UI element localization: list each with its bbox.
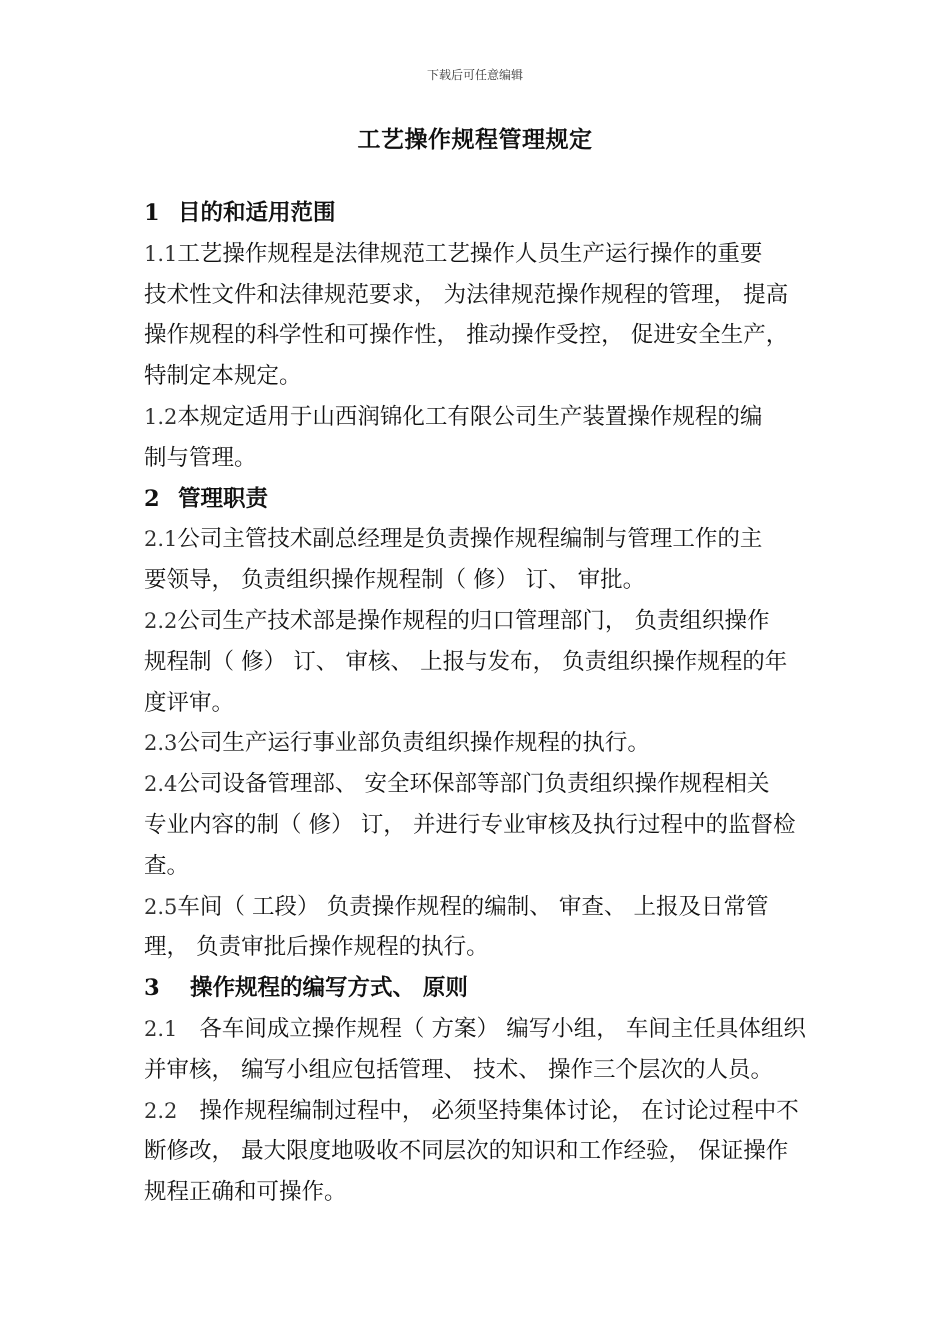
paragraph-text: 本规定适用于山西润锦化工有限公司生产装置操作规程的编 [177,403,763,430]
paragraph-line [144,601,814,642]
paragraph-line: 专业内容的制（ 修） 订， 并进行专业审核及执行过程中的监督检 [144,811,796,838]
paragraph-number: 2.4 [144,772,178,797]
paragraph-line: 理， 负责审批后操作规程的执行。 [144,934,489,961]
paragraph-text: 车间（ 工段） 负责操作规程的编制、 审查、 上报及日常管 [177,893,769,920]
paragraph-line: 度评审。 [144,689,235,716]
paragraph-number: 1.2 [144,404,178,429]
document-body [144,193,814,1213]
paragraph-text: 各车间成立操作规程（ 方案） 编写小组， 车间主任具体组织 [199,1015,806,1042]
section-title: 操作规程的编写方式、 原则 [190,975,468,1002]
section-title: 目的和适用范围 [178,200,336,226]
section-heading-2 [144,479,814,520]
paragraph-line: 制与管理。 [144,444,257,471]
paragraph-line [144,723,814,764]
document-title: 工艺操作规程管理规定 [357,127,593,153]
paragraph-line [144,887,814,928]
section-number: 1 [144,200,160,226]
paragraph-text: 公司生产技术部是操作规程的归口管理部门， 负责组织操作 [177,607,770,634]
paragraph-number: 2.1 [144,1016,178,1041]
paragraph-number: 2.1 [144,527,178,552]
paragraph-line [144,1009,814,1050]
paragraph-text: 操作规程编制过程中， 必须坚持集体讨论， 在讨论过程中不 [199,1097,799,1124]
paragraph-line: 要领导， 负责组织操作规程制（ 修） 订、 审批。 [144,567,646,594]
section-number: 3 [144,975,160,1002]
paragraph-text: 公司生产运行事业部负责组织操作规程的执行。 [177,730,650,757]
paragraph-line [144,397,814,438]
paragraph-number: 2.3 [144,731,178,756]
section-heading-3 [144,968,814,1009]
paragraph-line: 查。 [144,852,190,879]
section-heading-1 [144,193,814,234]
paragraph-text: 公司主管技术副总经理是负责操作规程编制与管理工作的主 [177,526,763,553]
paragraph-line: 规程制（ 修） 订、 审核、 上报与发布， 负责组织操作规程的年 [144,648,788,675]
section-title: 管理职责 [178,485,269,512]
paragraph-line: 操作规程的科学性和可操作性， 推动操作受控， 促进安全生产， [144,322,789,349]
paragraph-line [144,1091,814,1132]
paragraph-number: 2.2 [144,1098,178,1123]
paragraph-number: 2.2 [144,608,178,633]
section-number: 2 [144,485,160,512]
paragraph-line [144,234,814,275]
paragraph-number: 2.5 [144,894,178,919]
paragraph-line [144,764,814,805]
paragraph-text: 公司设备管理部、 安全环保部等部门负责组织操作规程相关 [177,771,770,798]
paragraph-line: 断修改， 最大限度地吸收不同层次的知识和工作经验， 保证操作 [144,1138,789,1165]
paragraph-line: 规程正确和可操作。 [144,1179,347,1206]
paragraph-number: 1.1 [144,241,178,266]
header-note: 下载后可任意编辑 [426,68,523,82]
paragraph-text: 工艺操作规程是法律规范工艺操作人员生产运行操作的重要 [177,240,763,267]
paragraph-line: 并审核， 编写小组应包括管理、 技术、 操作三个层次的人员。 [144,1056,773,1083]
paragraph-line: 特制定本规定。 [144,363,302,390]
paragraph-line: 技术性文件和法律规范要求， 为法律规范操作规程的管理， 提高 [144,281,789,308]
paragraph-line [144,519,814,560]
